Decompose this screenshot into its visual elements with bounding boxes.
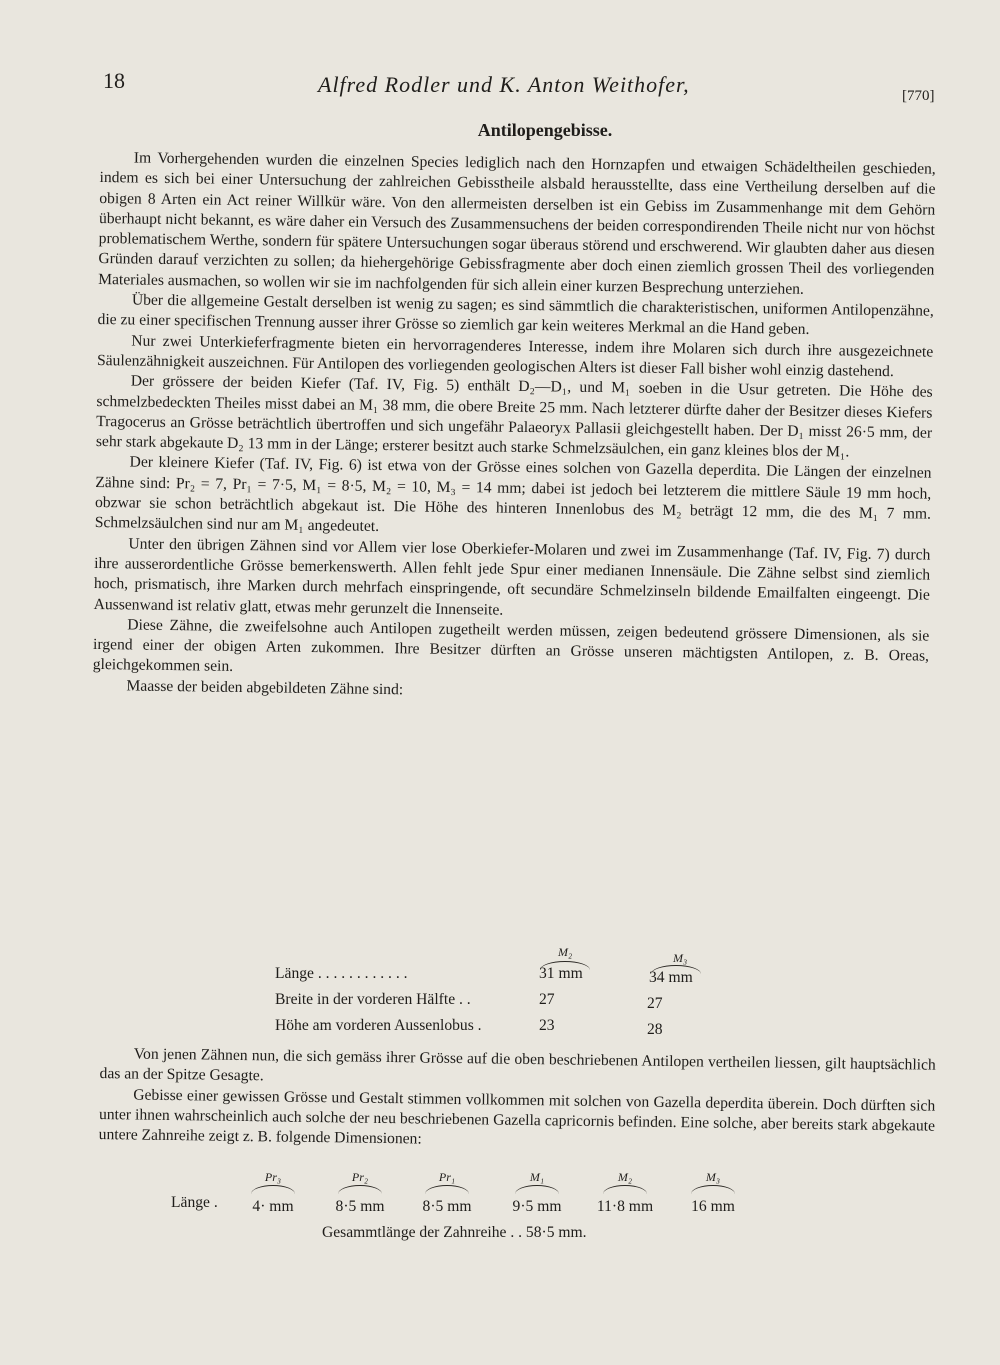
paragraph: Der kleinere Kiefer (Taf. IV, Fig. 6) ist etwa von der Grösse eines solchen von Gazella deperdita. Die Längen der einzelnen Zähne sind: Pr₂ = 7, Pr₁ = 7·5, M₁ = 8·5, M₂ = 10, M₃ = 14 mm; dabei ist jedoch bei letzterem die mittlere Säule 19 mm hoch, obzwar sie schon beträchtlich abgekaut ist. Die Höhe des hinteren Innenlobus des M₂ beträgt 12 mm, die des M₁ 7 mm. Schmelzsäulchen sind nur am M₁ angedeutet. (94, 453, 932, 536)
row-value-m2: 23 (539, 1017, 555, 1034)
paragraph: Maasse der beiden abgebildeten Zähne sind: (126, 677, 404, 699)
paragraph: Gebisse einer gewissen Grösse und Gestalt stimmen vollkommen mit solchen von Gazella deperdita überein. Doch dürften sich unter ihnen wahrscheinlich auch solche der neu beschriebenen Gazella capricornis befinden. Eine solche, aber bereits stark abgekaute untere Zahnreihe zeigt z. B. folgende Dimensionen: (98, 1086, 936, 1148)
column-header: Pr₃ (264, 1170, 282, 1184)
running-title: Alfred Rodler und K. Anton Weithofer, (318, 72, 690, 97)
column-header: Pr₂ (351, 1170, 369, 1184)
row-label: Länge . . . . . . . . . . . . (275, 965, 408, 982)
column-header: Pr₁ (438, 1170, 456, 1184)
column-value: 8·5 mm (422, 1198, 472, 1215)
page-number: 18 (103, 68, 125, 93)
paragraph: Unter den übrigen Zähnen sind vor Allem vier lose Oberkiefer-Molaren und zwei im Zusammenhange (Taf. IV, Fig. 7) durch ihre ausserordentliche Grösse bemerkenswerth. Allen fehlt jede Spur einer medianen Innensäule. Die Zähne selbst sind ziemlich hoch, prismatisch, ihre Marken durch mehrfach einspringende, oft secundäre Schmelzinseln bildende Emailfalten eingeengt. Die Aussenwand ist relativ glatt, etwas mehr gerunzelt die Innenseite. (93, 535, 931, 619)
column-value: 11·8 mm (596, 1198, 654, 1215)
body-text-part-2 (99, 1044, 936, 1157)
paragraph: Diese Zähne, die zweifelsohne auch Antilopen zugetheilt werden müssen, zeigen bedeutend grössere Dimensionen, als sie irgend einer der obigen Arten zukommen. Ihre Besitzer dürften an Grösse unseren mächtigsten Antilopen, z. B. Oreas, gleichgekommen sein. (92, 616, 930, 676)
brace (338, 1185, 382, 1194)
bracket-page-number: [770] (902, 88, 935, 104)
column-value: 9·5 mm (512, 1198, 562, 1215)
column-value: 4· mm (252, 1198, 294, 1215)
body-text-part-1 (92, 148, 936, 708)
brace (425, 1185, 469, 1194)
row-label: Breite in der vorderen Hälfte . . (275, 991, 471, 1008)
row-value-m3: 27 (647, 995, 663, 1012)
brace (691, 1185, 735, 1194)
total-length: Gesammtlänge der Zahnreihe . . 58·5 mm. (322, 1224, 587, 1241)
dimension-column (320, 1170, 400, 1216)
paragraph: Nur zwei Unterkieferfragmente bieten ein hervorragenderes Interesse, indem ihre Molaren sich durch ihre ausgezeichnete Säulenzähnigkeit auszeichnen. Für Antilopen des vorliegenden geologischen Alters ist dieser Fall bisher wohl einzig dastehend. (96, 332, 934, 381)
row-label: Höhe am vorderen Aussenlobus . (275, 1017, 482, 1034)
column-header: M₁ (529, 1170, 545, 1184)
column-header-m2: M₂ (558, 945, 573, 959)
paragraph: Über die allgemeine Gestalt derselben ist wenig zu sagen; es sind sämmtlich die charakteristischen, uniformen Antilopenzähne, die zu einer specifischen Trennung ausser ihrer Grösse so ziemlich gar kein weiteres Merkmal an die Hand geben. (97, 291, 934, 339)
row-value-m2: 31 mm (539, 965, 583, 982)
section-title: Antilopengebisse. (477, 120, 613, 140)
column-value: 8·5 mm (335, 1198, 385, 1215)
brace (251, 1185, 295, 1194)
row-label: Länge . (171, 1194, 218, 1211)
dimension-column (585, 1170, 665, 1216)
column-header: M₂ (617, 1170, 633, 1184)
paragraph: Der grössere der beiden Kiefer (Taf. IV, Fig. 5) enthält D₂—D₁, und M₁ soeben in die Usur getreten. Die Höhe des schmelzbedeckten Theiles misst dabei an M₁ 38 mm, die obere Breite 25 mm. Nach letzterer dürfte daher der Besitzer dieses Kiefers Tragocerus an Grösse beträchtlich übertroffen und sich ungefähr Palaeoryx Pallasii gleichgestellt haben. Der D₁ misst 26·5 mm, der sehr stark abgekaute D₂ 13 mm in der Länge; ersterer besitzt auch starke Schmelzsäulchen, ein ganz kleines blos der M₁. (95, 372, 933, 461)
dimension-column (233, 1170, 313, 1216)
paragraph: Im Vorhergehenden wurden die einzelnen Species lediglich nach den Hornzapfen und etwaigen Schädeltheilen geschieden, indem es sich bei einer Untersuchung der zahlreichen Gebisstheile alsbald herausstellte, dass eine Vertheilung derselben auf die obigen 8 Arten ein Act reiner Willkür wäre. Von den allermeisten derselben ist ein Gebiss im Zusammenhange mit dem Gehörn überhaupt nicht bekannt, es wäre daher ein Versuch des Zusammensuchens der beiden correspondirenden Theile nicht nur von höchst problematischem Werthe, sondern für spätere Untersuchungen sogar überaus störend und erschwerend. Wir glaubten daher aus diesen Gründen darauf verzichten zu sollen; da hiehergehörige Gebissfragmente aber doch einen ziemlich grossen Theil des vorliegenden Materiales ausmachen, so wollen wir sie im nachfolgenden für sich allein einer kurzen Besprechung unterziehen. (98, 149, 936, 298)
brace (515, 1185, 559, 1194)
column-value: 16 mm (691, 1198, 735, 1215)
dimension-column (497, 1170, 577, 1216)
paragraph: Von jenen Zähnen nun, die sich gemäss ihrer Grösse auf die oben beschriebenen Antilopen vertheilen liessen, gilt hauptsächlich das an der Spitze Gesagte. (99, 1045, 936, 1085)
page-header (0, 62, 1000, 102)
brace (603, 1185, 647, 1194)
row-value-m3: 34 mm (649, 969, 693, 986)
row-value-m2: 27 (539, 991, 555, 1008)
column-header-m3: M₃ (673, 951, 688, 965)
column-header: M₃ (705, 1170, 721, 1184)
dimension-column (673, 1170, 753, 1216)
row-value-m3: 28 (647, 1021, 663, 1038)
dimension-column (407, 1170, 487, 1216)
